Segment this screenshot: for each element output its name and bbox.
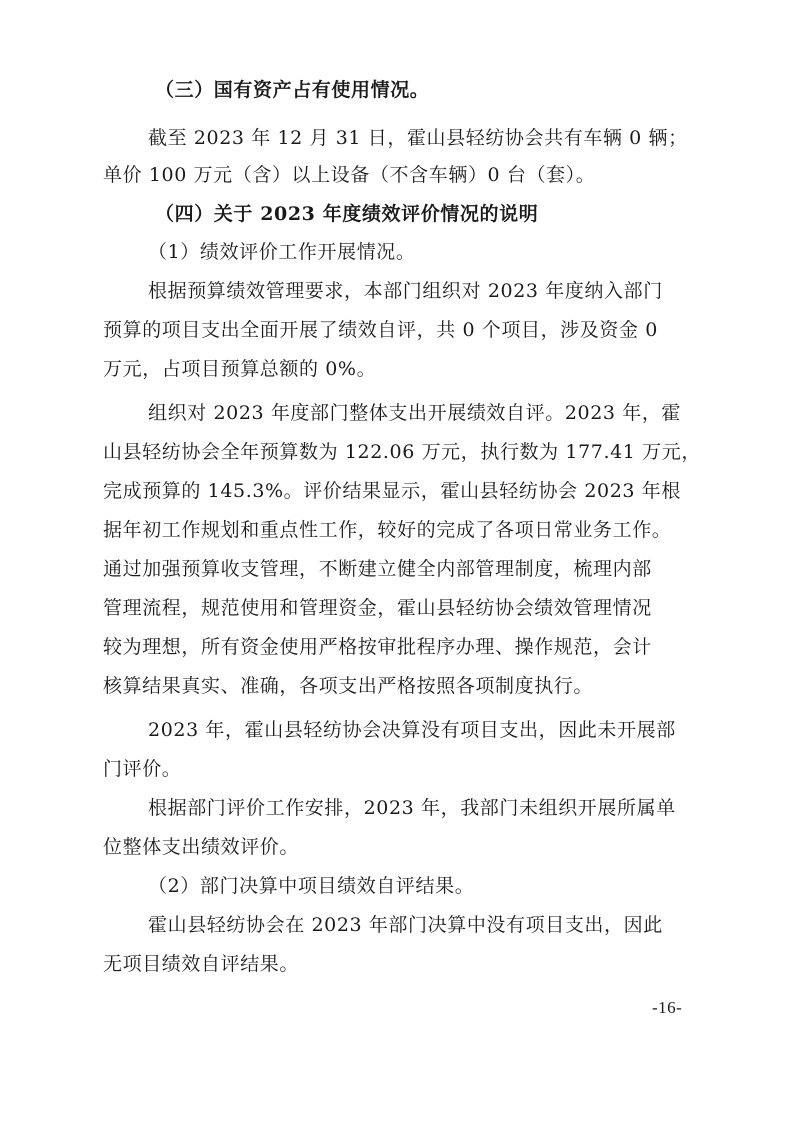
subsection2-heading: （2）部门决算中项目绩效自评结果。: [148, 875, 475, 897]
paragraph-line: 核算结果真实、准确，各项支出严格按照各项制度执行。: [103, 675, 594, 697]
paragraph-line: 无项目绩效自评结果。: [103, 953, 300, 975]
section3-heading: （三）国有资产占有使用情况。: [155, 79, 430, 101]
paragraph-line: 通过加强预算收支管理，不断建立健全内部管理制度，梳理内部: [103, 558, 652, 580]
paragraph-line: 山县轻纺协会全年预算数为 122.06 万元，执行数为 177.41 万元，: [103, 441, 701, 463]
paragraph-line: 完成预算的 145.3%。评价结果显示，霍山县轻纺协会 2023 年根: [103, 480, 681, 502]
paragraph-line: 截至 2023 年 12 月 31 日，霍山县轻纺协会共有车辆 0 辆；: [148, 127, 688, 149]
paragraph-line: 万元，占项目预算总额的 0%。: [103, 358, 377, 380]
paragraph-line: 组织对 2023 年度部门整体支出开展绩效自评。2023 年，霍: [148, 402, 682, 424]
subsection1-heading: （1）绩效评价工作开展情况。: [148, 241, 416, 263]
section4-heading: （四）关于 2023 年度绩效评价情况的说明: [155, 203, 539, 225]
paragraph-line: 根据部门评价工作安排，2023 年，我部门未组织开展所属单: [148, 797, 676, 819]
paragraph-line: 根据预算绩效管理要求，本部门组织对 2023 年度纳入部门: [148, 280, 663, 302]
paragraph-line: 2023 年，霍山县轻纺协会决算没有项目支出，因此未开展部: [148, 719, 676, 741]
page-number: -16-: [652, 998, 683, 1017]
paragraph-line: 霍山县轻纺协会在 2023 年部门决算中没有项目支出，因此: [148, 914, 663, 936]
paragraph-line: 管理流程，规范使用和管理资金，霍山县轻纺协会绩效管理情况: [103, 597, 652, 619]
paragraph-line: 预算的项目支出全面开展了绩效自评，共 0 个项目，涉及资金 0: [103, 319, 658, 341]
paragraph-line: 单价 100 万元（含）以上设备（不含车辆）0 台（套）。: [103, 164, 596, 186]
paragraph-line: 较为理想，所有资金使用严格按审批程序办理、操作规范，会计: [103, 636, 652, 658]
paragraph-line: 据年初工作规划和重点性工作，较好的完成了各项日常业务工作。: [103, 519, 672, 541]
paragraph-line: 位整体支出绩效评价。: [103, 836, 300, 858]
paragraph-line: 门评价。: [103, 758, 182, 780]
